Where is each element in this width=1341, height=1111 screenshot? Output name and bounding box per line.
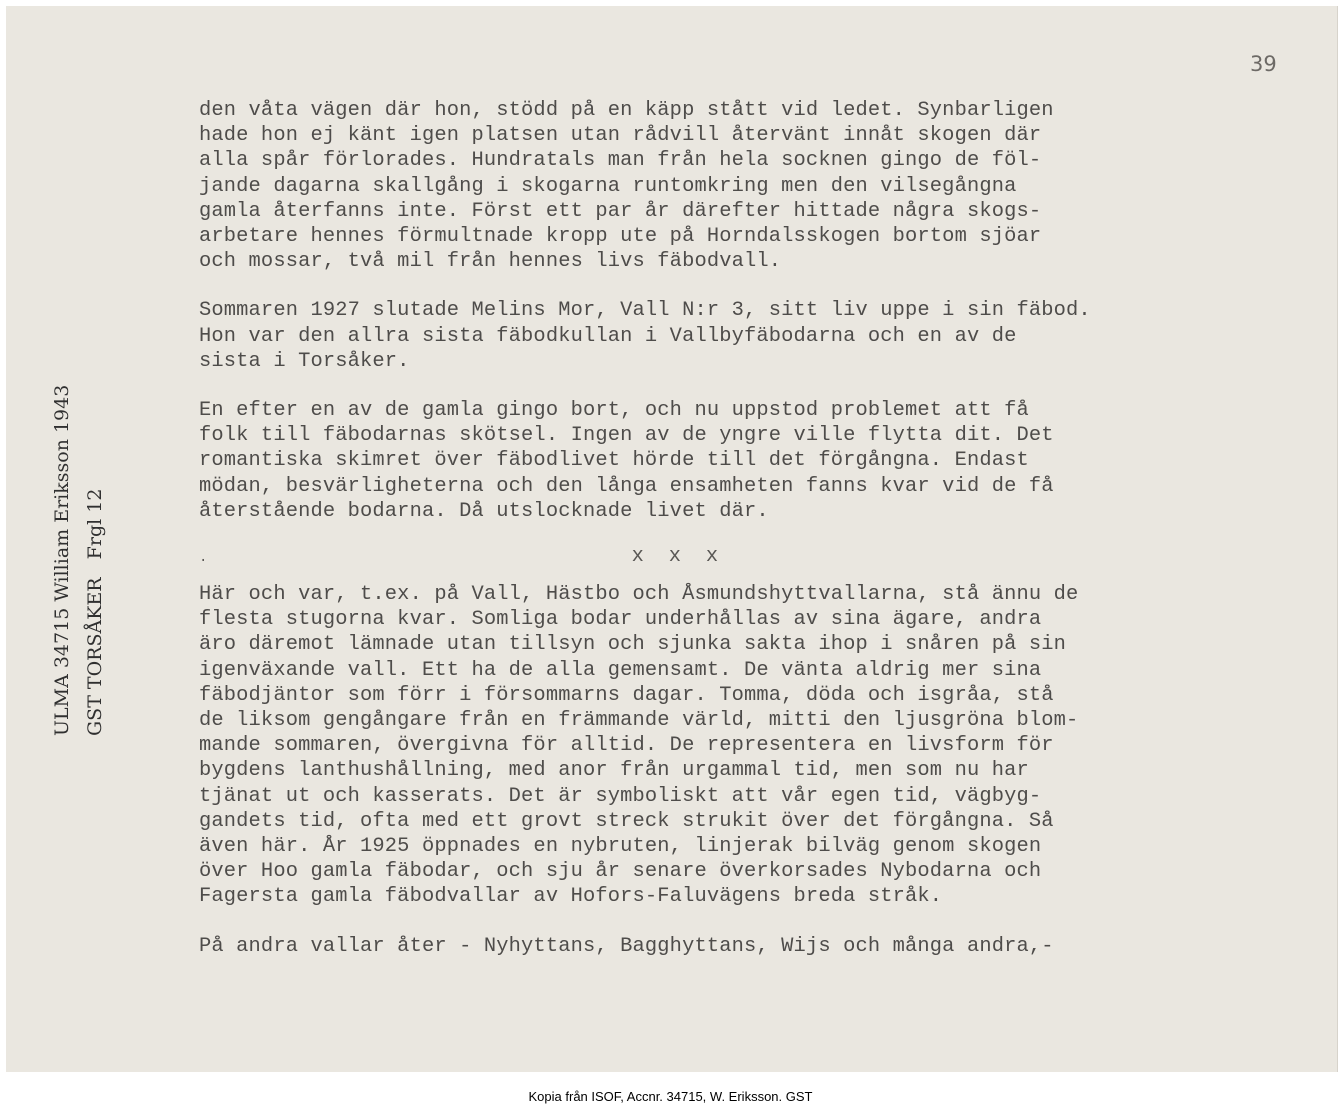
text-line: tjänat ut och kasserats. Det är symboliskt att vår egen tid, vägbyg-	[199, 784, 1042, 808]
text-line: den våta vägen där hon, stödd på en käpp stått vid ledet. Synbarligen	[199, 99, 1054, 122]
text-line: igenväxande vall. Ett ha de alla gemensamt. De vänta aldrig mer sina	[199, 658, 1042, 682]
paragraph	[199, 298, 1309, 374]
paragraph	[199, 398, 1309, 524]
text-line: mödan, besvärligheterna och den långa ensamheten fanns kvar vid de få	[199, 474, 1054, 498]
text-line: Här och var, t.ex. på Vall, Hästbo och Åsmundshyttvallarna, stå ännu de	[199, 583, 1079, 607]
text-line: gandets tid, ofta med ett grovt streck strukit över det förgångna. Så	[199, 809, 1054, 833]
text-line: gamla återfanns inte. Först ett par år därefter hittade några skogs-	[199, 199, 1042, 223]
archive-stamp-line-1: ULMA 34715 William Eriksson 1943	[51, 384, 73, 736]
document-page	[6, 6, 1338, 1072]
text-line: fäbodjäntor som förr i försommarns dagar. Tomma, döda och isgråa, stå	[199, 683, 1054, 707]
separator-marks: x x x	[631, 545, 719, 569]
section-separator	[199, 544, 1309, 570]
page-number: 39	[1250, 52, 1277, 76]
copy-footer: Kopia från ISOF, Accnr. 34715, W. Eriksson. GST	[528, 1089, 813, 1104]
text-line: sista i Torsåker.	[199, 349, 410, 373]
text-line: Sommaren 1927 slutade Melins Mor, Vall N:r 3, sitt liv uppe i sin fäbod.	[199, 299, 1091, 323]
text-line: arbetare hennes förmultnade kropp ute på Horndalsskogen bortom sjöar	[199, 225, 1042, 249]
text-line: mande sommaren, övergivna för alltid. De representera en livsform för	[199, 734, 1054, 758]
text-line: äro däremot lämnade utan tillsyn och sjunka sakta ihop i snåren på sin	[199, 633, 1067, 657]
text-line: över Hoo gamla fäbodar, och sju år senare överkorsades Nybodarna och	[199, 860, 1042, 884]
typewritten-text	[199, 98, 1309, 983]
text-line: återstående bodarna. Då utslocknade livet där.	[199, 499, 769, 523]
text-line: alla spår förlorades. Hundratals man från hela socknen gingo de föl-	[199, 149, 1042, 173]
paragraph	[199, 98, 1309, 274]
text-line: även här. År 1925 öppnades en nybruten, linjerak bilväg genom skogen	[199, 835, 1042, 859]
separator-dot: .	[199, 550, 208, 567]
text-line: de liksom gengångare från en främmande värld, mitti den ljusgröna blom-	[199, 709, 1079, 733]
text-line: romantiska skimret över fäbodlivet hörde till det förgångna. Endast	[199, 449, 1029, 473]
text-line: Fagersta gamla fäbodvallar av Hofors-Faluvägens breda stråk.	[199, 885, 943, 909]
paragraph	[199, 582, 1309, 910]
archive-stamp	[46, 385, 112, 736]
paragraph	[199, 934, 1309, 959]
text-line: bygdens lanthushållning, med anor från urgammal tid, men som nu har	[199, 759, 1029, 783]
text-line: hade hon ej känt igen platsen utan rådvill återvänt innåt skogen där	[199, 124, 1042, 148]
text-line: flesta stugorna kvar. Somliga bodar underhållas av sina ägare, andra	[199, 608, 1042, 632]
text-line: En efter en av de gamla gingo bort, och nu uppstod problemet att få	[199, 399, 1029, 423]
text-line: På andra vallar åter - Nyhyttans, Bagghyttans, Wijs och många andra,-	[199, 934, 1054, 958]
archive-stamp-line-2: GST TORSÅKER Frgl 12	[84, 488, 106, 736]
text-line: och mossar, två mil från hennes livs fäbodvall.	[199, 250, 782, 274]
text-line: Hon var den allra sista fäbodkullan i Vallbyfäbodarna och en av de	[199, 324, 1017, 348]
text-line: jande dagarna skallgång i skogarna runtomkring men den vilsegångna	[199, 174, 1017, 198]
text-line: folk till fäbodarnas skötsel. Ingen av de yngre ville flytta dit. Det	[199, 424, 1054, 448]
